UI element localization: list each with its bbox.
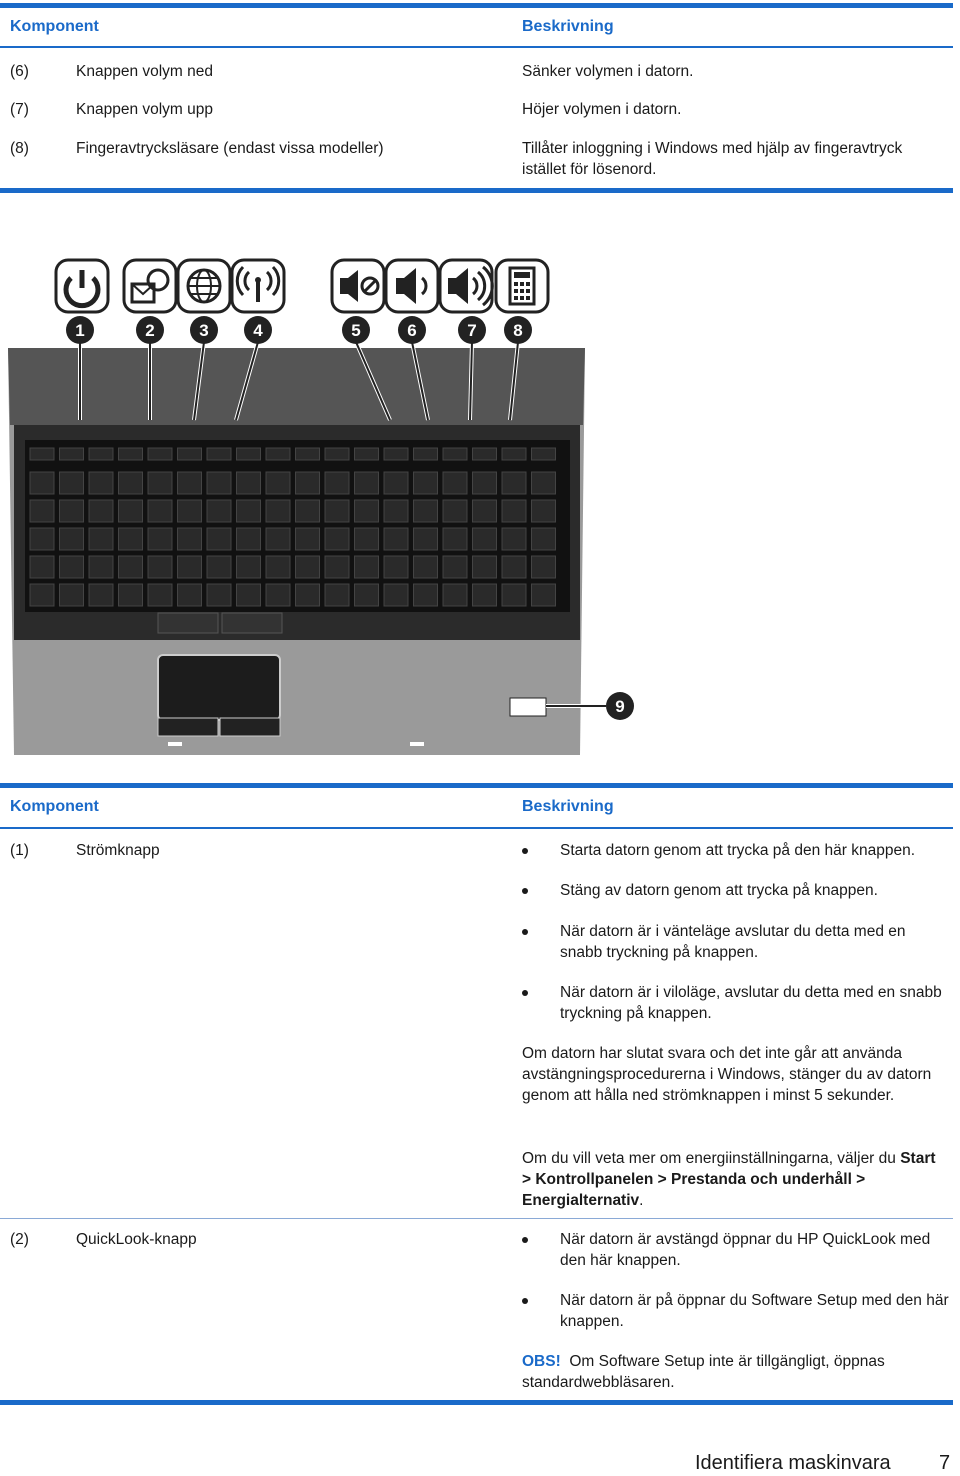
keyboard-key bbox=[89, 472, 113, 494]
keyboard-key bbox=[384, 528, 408, 550]
keyboard-key bbox=[60, 528, 84, 550]
keyboard-key bbox=[148, 448, 172, 460]
table1-row-description: Sänker volymen i datorn. bbox=[522, 63, 694, 80]
table1-bottom-rule bbox=[0, 188, 953, 193]
keyboard-key bbox=[355, 472, 379, 494]
settings-path: Start > Kontrollpanelen > Prestanda och underhåll > Energialternativ bbox=[522, 1150, 936, 1209]
callout-number: 9 bbox=[615, 697, 625, 716]
keyboard-key bbox=[384, 584, 408, 606]
keyboard-key bbox=[178, 448, 202, 460]
table2-header-description: Beskrivning bbox=[522, 798, 614, 815]
keyboard-key bbox=[355, 528, 379, 550]
latch-left bbox=[168, 742, 182, 746]
keyboard-key bbox=[148, 584, 172, 606]
keyboard-key bbox=[178, 556, 202, 578]
keyboard-key bbox=[89, 528, 113, 550]
keyboard-key bbox=[473, 448, 497, 460]
keyboard-key bbox=[532, 556, 556, 578]
keyboard-key bbox=[502, 528, 526, 550]
table2-row-num: (2) bbox=[10, 1231, 29, 1248]
keyboard-key bbox=[60, 472, 84, 494]
table1-row-description: Tillåter inloggning i Windows med hjälp av fingeravtryck istället för lösenord. bbox=[522, 140, 903, 178]
keyboard-key bbox=[384, 448, 408, 460]
keyboard-key bbox=[325, 500, 349, 522]
web-globe-icon bbox=[178, 260, 230, 312]
keyboard-key bbox=[532, 584, 556, 606]
touchpad bbox=[158, 655, 280, 720]
keyboard-key bbox=[207, 584, 231, 606]
keyboard-key bbox=[237, 500, 261, 522]
keyboard-key bbox=[325, 448, 349, 460]
wireless-icon bbox=[232, 260, 284, 312]
table1-row-num: (8) bbox=[10, 140, 29, 157]
callout-badge bbox=[504, 316, 532, 344]
keyboard-key bbox=[296, 500, 320, 522]
keyboard-key bbox=[178, 584, 202, 606]
callout-number: 6 bbox=[407, 321, 417, 340]
mute-icon bbox=[332, 260, 384, 312]
description-bullet: När datorn är i viloläge, avslutar du detta med en snabb tryckning på knappen. bbox=[560, 984, 942, 1022]
obs-label: OBS! bbox=[522, 1353, 561, 1370]
keyboard-key bbox=[473, 556, 497, 578]
keyboard-key bbox=[355, 448, 379, 460]
keyboard-key bbox=[237, 556, 261, 578]
bullet-icon bbox=[522, 990, 528, 996]
keyboard-key bbox=[30, 528, 54, 550]
keyboard-key bbox=[237, 528, 261, 550]
keyboard-key bbox=[473, 500, 497, 522]
footer-section-title: Identifiera maskinvara bbox=[695, 1452, 891, 1474]
keyboard-key bbox=[178, 472, 202, 494]
keyboard-key bbox=[207, 556, 231, 578]
table1-row-num: (7) bbox=[10, 101, 29, 118]
keyboard-key bbox=[30, 556, 54, 578]
table1-header-description: Beskrivning bbox=[522, 18, 614, 35]
keyboard-key bbox=[89, 500, 113, 522]
keyboard-key bbox=[296, 472, 320, 494]
keyboard-key bbox=[443, 556, 467, 578]
keyboard-key bbox=[30, 472, 54, 494]
keyboard-key bbox=[414, 528, 438, 550]
table2-header-rule bbox=[0, 827, 953, 829]
table2-row-component: Strömknapp bbox=[76, 842, 160, 859]
keyboard-key bbox=[60, 448, 84, 460]
callout-number: 5 bbox=[351, 321, 361, 340]
keyboard-key bbox=[355, 556, 379, 578]
keyboard-key bbox=[119, 448, 143, 460]
keyboard-key bbox=[414, 584, 438, 606]
pointstick-left-button bbox=[158, 613, 218, 633]
keyboard-key bbox=[89, 584, 113, 606]
callout-badge bbox=[398, 316, 426, 344]
keyboard-key bbox=[325, 584, 349, 606]
description-paragraph: Om datorn har slutat svara och det inte går att använda avstängningsprocedurerna i Windows, stänger du av datorn genom att hålla ned strömknappen i minst 5 sekunder. bbox=[522, 1045, 932, 1104]
table2-row-num: (1) bbox=[10, 842, 29, 859]
keyboard-key bbox=[178, 500, 202, 522]
keyboard-key bbox=[266, 472, 290, 494]
keyboard-key bbox=[296, 528, 320, 550]
keyboard-key bbox=[207, 472, 231, 494]
volume-up-icon bbox=[440, 260, 492, 312]
keyboard-key bbox=[473, 472, 497, 494]
callout-number: 3 bbox=[199, 321, 209, 340]
keyboard-key bbox=[355, 584, 379, 606]
keyboard-key bbox=[178, 528, 202, 550]
description-paragraph-settings bbox=[522, 1148, 947, 1211]
keyboard-key bbox=[502, 448, 526, 460]
callout-badge bbox=[244, 316, 272, 344]
keyboard-key bbox=[148, 556, 172, 578]
keyboard-key bbox=[207, 528, 231, 550]
description-bullet: När datorn är på öppnar du Software Setup med den här knappen. bbox=[560, 1292, 949, 1330]
keyboard-key bbox=[355, 500, 379, 522]
keyboard-key bbox=[532, 500, 556, 522]
callout-badge bbox=[66, 316, 94, 344]
keyboard-key bbox=[237, 472, 261, 494]
callout-number: 1 bbox=[75, 321, 85, 340]
keyboard-key bbox=[384, 500, 408, 522]
keyboard-key bbox=[266, 528, 290, 550]
pointstick-right-button bbox=[222, 613, 282, 633]
keyboard-key bbox=[473, 584, 497, 606]
touchpad-right-button bbox=[220, 718, 280, 736]
settings-text: Om du vill veta mer om energiinställningarna, väljer du bbox=[522, 1150, 901, 1167]
keyboard-key bbox=[502, 556, 526, 578]
keyboard-key bbox=[207, 500, 231, 522]
bullet-icon bbox=[522, 848, 528, 854]
footer-page-number: 7 bbox=[939, 1452, 951, 1474]
keyboard-key bbox=[237, 584, 261, 606]
keyboard-key bbox=[60, 500, 84, 522]
keyboard-key bbox=[119, 500, 143, 522]
callout-badge bbox=[342, 316, 370, 344]
keyboard-key bbox=[296, 584, 320, 606]
table1-row-component: Knappen volym upp bbox=[76, 101, 214, 118]
keyboard-key bbox=[414, 448, 438, 460]
callout-number: 4 bbox=[253, 321, 263, 340]
keyboard-key bbox=[30, 448, 54, 460]
table2-header-component: Komponent bbox=[10, 798, 99, 815]
keyboard-key bbox=[148, 472, 172, 494]
keyboard-key bbox=[532, 472, 556, 494]
keyboard-key bbox=[384, 472, 408, 494]
keyboard-key bbox=[60, 584, 84, 606]
callout-number: 8 bbox=[513, 321, 523, 340]
bullet-icon bbox=[522, 888, 528, 894]
keyboard-key bbox=[60, 556, 84, 578]
keyboard-key bbox=[443, 528, 467, 550]
keyboard-key bbox=[325, 556, 349, 578]
table1-header-rule bbox=[0, 46, 953, 48]
keyboard-key bbox=[296, 556, 320, 578]
keyboard-key bbox=[89, 556, 113, 578]
keyboard-key bbox=[325, 528, 349, 550]
callout-number: 2 bbox=[145, 321, 155, 340]
obs-text: Om Software Setup inte är tillgängligt, öppnas standardwebbläsaren. bbox=[522, 1353, 885, 1391]
keyboard-key bbox=[148, 500, 172, 522]
settings-end: . bbox=[639, 1192, 644, 1209]
keyboard-key bbox=[443, 584, 467, 606]
keyboard-key bbox=[119, 472, 143, 494]
table2-bottom-rule bbox=[0, 1400, 953, 1405]
table2-top-rule bbox=[0, 783, 953, 788]
obs-note bbox=[522, 1351, 947, 1393]
keyboard-key bbox=[266, 556, 290, 578]
callout-badge bbox=[136, 316, 164, 344]
keyboard-key bbox=[148, 528, 172, 550]
keyboard-key bbox=[119, 528, 143, 550]
calculator-icon bbox=[496, 260, 548, 312]
table2-row-component: QuickLook-knapp bbox=[76, 1231, 197, 1248]
keyboard-key bbox=[443, 448, 467, 460]
table1-row-component: Knappen volym ned bbox=[76, 63, 214, 80]
description-bullet: Starta datorn genom att trycka på den här knappen. bbox=[560, 842, 916, 859]
bullet-icon bbox=[522, 1298, 528, 1304]
description-bullet: Stäng av datorn genom att trycka på knappen. bbox=[560, 882, 878, 899]
keyboard-key bbox=[384, 556, 408, 578]
table1-top-rule bbox=[0, 3, 953, 8]
keyboard-key bbox=[502, 584, 526, 606]
keyboard-key bbox=[119, 556, 143, 578]
quicklook-icon bbox=[124, 260, 176, 312]
keyboard-key bbox=[414, 500, 438, 522]
table1-row-num: (6) bbox=[10, 63, 29, 80]
keyboard-key bbox=[414, 556, 438, 578]
keyboard-key bbox=[266, 448, 290, 460]
keyboard-key bbox=[532, 448, 556, 460]
keyboard-key bbox=[443, 472, 467, 494]
description-bullet: När datorn är i vänteläge avslutar du detta med en snabb tryckning på knappen. bbox=[560, 923, 906, 961]
keyboard-key bbox=[473, 528, 497, 550]
table1-row-component: Fingeravtrycksläsare (endast vissa modeller) bbox=[76, 140, 384, 157]
callout-number: 7 bbox=[467, 321, 477, 340]
laptop-hinge-area bbox=[8, 348, 585, 425]
keyboard-key bbox=[532, 528, 556, 550]
table2-row-divider bbox=[0, 1218, 953, 1219]
touchpad-left-button bbox=[158, 718, 218, 736]
table1-header-component: Komponent bbox=[10, 18, 99, 35]
description-bullet: När datorn är avstängd öppnar du HP QuickLook med den här knappen. bbox=[560, 1231, 931, 1269]
keyboard-key bbox=[237, 448, 261, 460]
callout-badge bbox=[606, 692, 634, 720]
bullet-icon bbox=[522, 929, 528, 935]
keyboard-key bbox=[502, 472, 526, 494]
keyboard-key bbox=[119, 584, 143, 606]
keyboard-key bbox=[443, 500, 467, 522]
callout-badge bbox=[190, 316, 218, 344]
table1-row-description: Höjer volymen i datorn. bbox=[522, 101, 682, 118]
keyboard-key bbox=[89, 448, 113, 460]
keyboard-key bbox=[30, 500, 54, 522]
keyboard-key bbox=[296, 448, 320, 460]
latch-right bbox=[410, 742, 424, 746]
keyboard-key bbox=[325, 472, 349, 494]
power-icon bbox=[56, 260, 108, 312]
keyboard-key bbox=[266, 500, 290, 522]
keyboard-key bbox=[30, 584, 54, 606]
keyboard-key bbox=[207, 448, 231, 460]
keyboard-key bbox=[502, 500, 526, 522]
laptop-top-view-figure bbox=[0, 250, 960, 760]
keyboard-key bbox=[266, 584, 290, 606]
keyboard-key bbox=[414, 472, 438, 494]
fingerprint-reader bbox=[510, 698, 546, 716]
callout-badge bbox=[458, 316, 486, 344]
volume-down-icon bbox=[386, 260, 438, 312]
bullet-icon bbox=[522, 1237, 528, 1243]
